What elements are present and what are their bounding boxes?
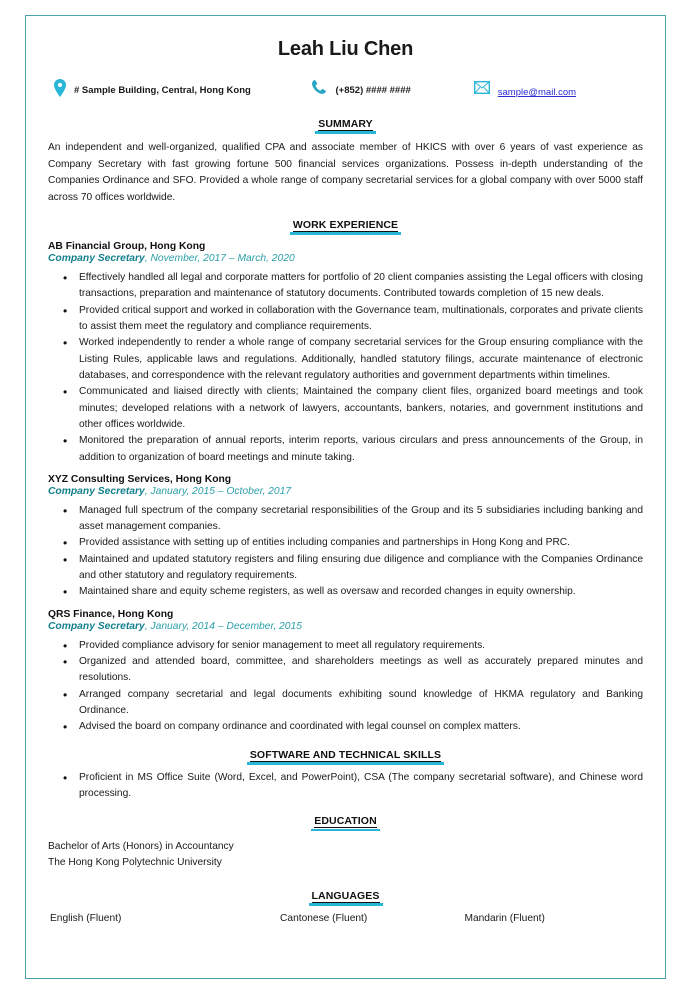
education-school: The Hong Kong Polytechnic University xyxy=(48,857,222,868)
languages-heading-text: LANGUAGES xyxy=(311,889,380,902)
job-bullets xyxy=(48,638,643,736)
list-item: • Organized and attended board, committee, and shareholders meetings as well as accurately prepared minutes and resolutions. xyxy=(48,654,643,687)
phone-text: (+852) #### #### xyxy=(335,85,411,96)
job-entry xyxy=(48,609,643,736)
work-experience-heading-text: WORK EXPERIENCE xyxy=(292,219,399,232)
skills-heading-text: SOFTWARE AND TECHNICAL SKILLS xyxy=(249,748,442,761)
section-heading-languages xyxy=(48,886,643,904)
envelope-icon xyxy=(474,81,490,94)
language-item: English (Fluent) xyxy=(50,912,122,924)
job-dates: , November, 2017 – March, 2020 xyxy=(144,253,295,265)
resume-frame xyxy=(25,15,666,979)
contact-phone xyxy=(311,79,474,96)
job-dates: , January, 2014 – December, 2015 xyxy=(144,620,302,632)
page-title: Leah Liu Chen xyxy=(277,38,414,60)
list-item: • Provided compliance advisory for senior management to meet all regulatory requirements. xyxy=(48,638,643,654)
summary-text: An independent and well-organized, qualified CPA and associate member of HKICS with over 6 years of vast experience as Company Secretary with fast growing fortune 500 financial services organizations. Possess in-depth understanding of the Companies Ordinance and SFO. Provided a whole range of company secretarial services for a global company with over 5000 staff across 70 offices worldwide. xyxy=(48,142,643,203)
education-block xyxy=(48,839,643,871)
job-company: AB Financial Group, Hong Kong xyxy=(48,241,206,253)
job-company: QRS Finance, Hong Kong xyxy=(48,608,174,620)
section-heading-summary xyxy=(48,114,643,132)
languages-row xyxy=(48,913,643,924)
list-item: • Managed full spectrum of the company secretarial responsibilities of the Group and its 5 subsidiaries including banking and asset management companies. xyxy=(48,503,643,536)
list-item: • Communicated and liaised directly with clients; Maintained the company client files, organized board meetings and took minutes; developed relations with a network of lawyers, accountants, bankers, notaries, and government institutions and other offices worldwide. xyxy=(48,384,643,433)
list-item: • Proficient in MS Office Suite (Word, Excel, and PowerPoint), CSA (The company secretarial software), and Chinese word processing. xyxy=(48,770,643,803)
contact-address xyxy=(54,79,311,97)
location-pin-icon xyxy=(54,79,66,97)
contact-row xyxy=(48,77,643,98)
list-item: • Maintained and updated statutory registers and filing ensuring due diligence and compliance with the Companies Ordinance and other statutory and regulatory requirements. xyxy=(48,552,643,585)
list-item: • Worked independently to render a whole range of company secretarial services for the Group ensuring compliance with the Listing Rules, applicable laws and regulations. Additionally, handled statutory filings, accurate maintenance of electronic databases, and correspondence with the relevant regulatory authorities and government departments within timelines. xyxy=(48,335,643,384)
language-item: Mandarin (Fluent) xyxy=(464,912,545,924)
list-item: • Maintained share and equity scheme registers, as well as oversaw and recorded changes in equity ownership. xyxy=(48,584,643,600)
contact-email xyxy=(474,77,637,98)
job-title: Company Secretary xyxy=(48,620,145,632)
job-entry xyxy=(48,474,643,601)
skills-bullets xyxy=(48,770,643,803)
list-item: • Monitored the preparation of annual reports, interim reports, various circulars and press announcements of the Group, in addition to organization of board meetings and minute taking. xyxy=(48,433,643,466)
job-title: Company Secretary xyxy=(48,485,145,497)
education-degree: Bachelor of Arts (Honors) in Accountancy xyxy=(48,841,234,853)
section-heading-skills xyxy=(48,745,643,763)
phone-icon xyxy=(311,79,328,96)
job-entry xyxy=(48,241,643,466)
job-bullets xyxy=(48,270,643,466)
job-bullets xyxy=(48,503,643,601)
section-heading-education xyxy=(48,811,643,829)
address-text: # Sample Building, Central, Hong Kong xyxy=(74,85,251,96)
job-title-line xyxy=(48,253,643,264)
email-link[interactable]: sample@mail.com xyxy=(497,87,577,98)
summary-heading-text: SUMMARY xyxy=(318,118,373,130)
job-title-line xyxy=(48,486,643,497)
job-dates: , January, 2015 – October, 2017 xyxy=(144,485,292,497)
job-title-line xyxy=(48,621,643,632)
job-company: XYZ Consulting Services, Hong Kong xyxy=(48,473,232,485)
list-item: • Effectively handled all legal and corporate matters for portfolio of 20 client companies assisting the Legal officers with closing transactions, preparation and maintenance of statutory documents. Contributed towards completion of 15 new deals. xyxy=(48,270,643,303)
list-item: • Provided critical support and worked in collaboration with the Governance team, multinationals, corporates and private clients to assist them meet the regulatory and compliance requirements. xyxy=(48,303,643,336)
list-item: • Provided assistance with setting up of entities including companies and partnerships in Hong Kong and PRC. xyxy=(48,535,643,551)
section-heading-work-experience xyxy=(48,215,643,233)
education-heading-text: EDUCATION xyxy=(314,815,377,828)
job-title: Company Secretary xyxy=(48,253,145,265)
list-item: • Arranged company secretarial and legal documents exhibiting sound knowledge of HKMA regulatory and Banking Ordinance. xyxy=(48,687,643,720)
list-item: • Advised the board on company ordinance and coordinated with legal counsel on complex matters. xyxy=(48,719,643,735)
language-item: Cantonese (Fluent) xyxy=(280,912,368,924)
